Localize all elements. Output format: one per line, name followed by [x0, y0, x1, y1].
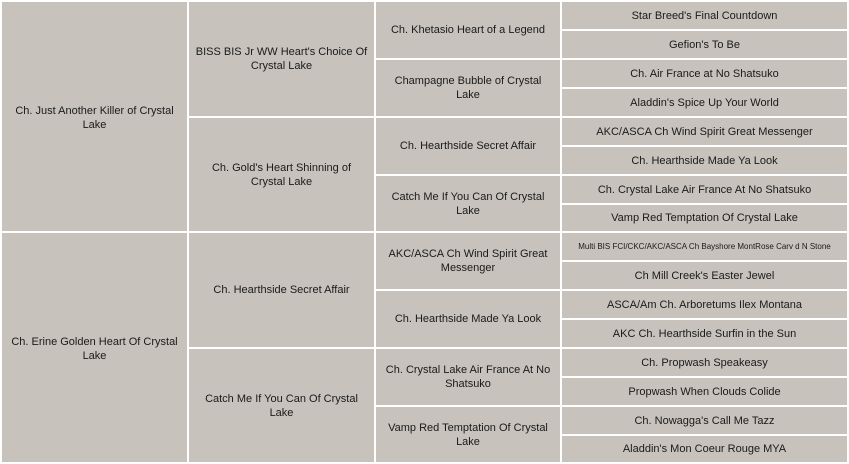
gen3-ancestor — [375, 348, 561, 406]
gen4-name: Gefion's To Be — [669, 38, 740, 51]
sire-sire — [188, 1, 375, 117]
gen4-ancestor — [561, 435, 848, 463]
sire-name: Ch. Just Another Killer of Crystal Lake — [15, 105, 174, 131]
dam-sire-name: Ch. Hearthside Secret Affair — [213, 284, 350, 296]
gen3-ancestor — [375, 59, 561, 117]
gen4-ancestor — [561, 146, 848, 175]
gen4-name: Propwash When Clouds Colide — [628, 385, 781, 398]
sire-dam — [188, 117, 375, 232]
gen4-name: Vamp Red Temptation Of Crystal Lake — [611, 212, 798, 224]
gen4-ancestor — [561, 175, 848, 204]
gen4-ancestor — [561, 117, 848, 146]
gen4-name: AKC/ASCA Ch Wind Spirit Great Messenger — [596, 125, 813, 138]
gen4-ancestor — [561, 232, 848, 261]
gen4-name: Ch. Air France at No Shatsuko — [630, 67, 779, 80]
gen4-name: Multi BIS FCI/CKC/AKC/ASCA Ch Bayshore MontRose Carv d N Stone — [578, 241, 831, 251]
gen3-ancestor — [375, 175, 561, 232]
sire-dam-name: Ch. Gold's Heart Shinning of Crystal Lake — [211, 161, 352, 188]
gen4-ancestor — [561, 290, 848, 319]
gen3-ancestor — [375, 406, 561, 463]
gen3-ancestor — [375, 290, 561, 348]
sire-sire-name: BISS BIS Jr WW Heart's Choice Of Crystal Lake — [195, 46, 368, 72]
gen4-name: Ch. Nowagga's Call Me Tazz — [634, 414, 775, 427]
gen4-name: Ch Mill Creek's Easter Jewel — [634, 269, 775, 282]
gen4-ancestor — [561, 59, 848, 88]
gen4-ancestor — [561, 319, 848, 348]
gen4-ancestor — [561, 348, 848, 377]
gen4-name: Ch. Hearthside Made Ya Look — [631, 154, 778, 167]
gen4-name: Ch. Propwash Speakeasy — [641, 356, 768, 369]
gen4-ancestor — [561, 377, 848, 406]
gen4-name: Star Breed's Final Countdown — [631, 9, 778, 22]
dam — [1, 232, 188, 463]
gen4-ancestor — [561, 88, 848, 117]
gen3-ancestor — [375, 232, 561, 290]
gen4-ancestor — [561, 261, 848, 290]
gen3-name: AKC/ASCA Ch Wind Spirit Great Messenger — [388, 248, 548, 274]
gen4-name: Aladdin's Spice Up Your World — [630, 96, 779, 109]
dam-name: Ch. Erine Golden Heart Of Crystal Lake — [11, 336, 178, 362]
gen3-ancestor — [375, 1, 561, 59]
dam-dam-name: Catch Me If You Can Of Crystal Lake — [205, 392, 358, 419]
gen3-name: Catch Me If You Can Of Crystal Lake — [391, 190, 545, 217]
gen4-ancestor — [561, 406, 848, 435]
gen4-ancestor — [561, 204, 848, 232]
dam-dam — [188, 348, 375, 463]
gen3-name: Ch. Crystal Lake Air France At No Shatsuko — [385, 364, 551, 390]
gen3-name: Ch. Khetasio Heart of a Legend — [390, 24, 546, 36]
gen4-name: ASCA/Am Ch. Arboretums Ilex Montana — [606, 298, 803, 311]
gen4-ancestor — [561, 1, 848, 30]
sire — [1, 1, 188, 232]
gen4-name: Ch. Crystal Lake Air France At No Shatsuko — [597, 183, 812, 196]
gen4-ancestor — [561, 30, 848, 59]
gen3-name: Ch. Hearthside Secret Affair — [399, 140, 537, 152]
gen3-name: Champagne Bubble of Crystal Lake — [394, 75, 542, 101]
gen3-name: Vamp Red Temptation Of Crystal Lake — [388, 421, 548, 448]
gen3-name: Ch. Hearthside Made Ya Look — [394, 313, 542, 325]
dam-sire — [188, 232, 375, 348]
gen4-name: Aladdin's Mon Coeur Rouge MYA — [622, 443, 787, 455]
gen3-ancestor — [375, 117, 561, 175]
gen4-name: AKC Ch. Hearthside Surfin in the Sun — [612, 327, 797, 340]
